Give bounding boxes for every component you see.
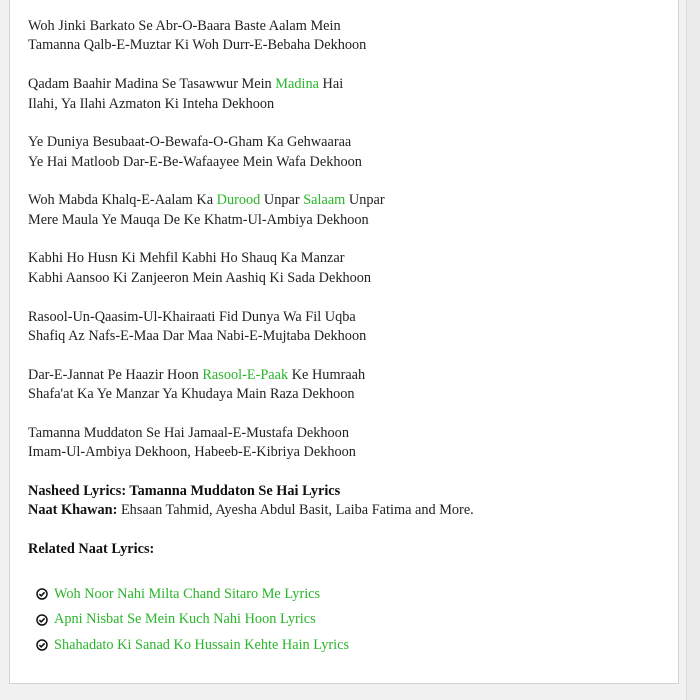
list-item (36, 633, 668, 659)
nasheed-lyrics-label: Nasheed Lyrics: Tamanna Muddaton Se Hai Lyrics (28, 482, 341, 499)
lyrics-text: Unpar (260, 192, 304, 209)
lyrics-stanza (28, 366, 668, 405)
lyrics-line (28, 17, 668, 36)
lyrics-text: Kabhi Ho Husn Ki Mehfil Kabhi Ho Shauq Ka Manzar (28, 250, 345, 267)
lyrics-text: Ilahi, Ya Ilahi Azmaton Ki Inteha Dekhoon (28, 95, 275, 112)
lyrics-line (28, 327, 668, 346)
nasheed-lyrics-line (28, 482, 668, 501)
lyrics-meta (28, 482, 668, 521)
highlighted-term-link[interactable]: Rasool-E-Paak (202, 366, 289, 383)
lyrics-stanza (28, 191, 668, 230)
lyrics-text: Woh Jinki Barkato Se Abr-O-Baara Baste Aalam Mein (28, 18, 341, 34)
article-content (9, 0, 679, 684)
check-circle-icon (36, 588, 48, 600)
related-naat-link[interactable]: Apni Nisbat Se Mein Kuch Nahi Hoon Lyrics (54, 611, 316, 628)
lyrics-text: Ke Humraah (288, 366, 366, 383)
lyrics-text: Hai (318, 76, 344, 93)
lyrics-line (28, 211, 668, 230)
list-item (36, 607, 668, 633)
highlighted-term-link[interactable]: Madina (275, 76, 319, 93)
related-naat-link[interactable]: Woh Noor Nahi Milta Chand Sitaro Me Lyrics (54, 585, 321, 602)
lyrics-text: Ye Duniya Besubaat-O-Bewafa-O-Gham Ka Gehwaaraa (28, 134, 352, 151)
lyrics-line (28, 191, 668, 210)
lyrics-text: Tamanna Qalb-E-Muztar Ki Woh Durr-E-Bebaha Dekhoon (28, 37, 367, 54)
lyrics-stanza (28, 249, 668, 288)
lyrics-line (28, 269, 668, 288)
lyrics-line (28, 385, 668, 404)
lyrics-line (28, 95, 668, 114)
related-naat-list (36, 582, 668, 659)
highlighted-term-link[interactable]: Durood (216, 192, 261, 209)
lyrics-line (28, 443, 668, 462)
list-item (36, 582, 668, 608)
lyrics-line (28, 133, 668, 152)
lyrics-text: Dar-E-Jannat Pe Haazir Hoon (28, 366, 203, 383)
check-circle-icon (36, 639, 48, 651)
lyrics-line (28, 36, 668, 55)
lyrics-stanza (28, 424, 668, 463)
lyrics-text: Rasool-Un-Qaasim-Ul-Khairaati Fid Dunya Wa Fil Uqba (28, 308, 356, 325)
lyrics-line (28, 153, 668, 172)
related-naat-heading: Related Naat Lyrics: (28, 541, 155, 558)
lyrics-text: Shafiq Az Nafs-E-Maa Dar Maa Nabi-E-Mujtaba Dekhoon (28, 327, 367, 344)
lyrics-text: Woh Mabda Khalq-E-Aalam Ka (28, 192, 217, 209)
lyrics-stanza (28, 17, 668, 56)
lyrics-text: Shafa'at Ka Ye Manzar Ya Khudaya Main Raza Dekhoon (28, 386, 355, 403)
lyrics-line (28, 308, 668, 327)
naat-khawan-value: Ehsaan Tahmid, Ayesha Abdul Basit, Laiba Fatima and More. (117, 502, 474, 519)
lyrics-stanzas (28, 17, 668, 463)
related-naat-link[interactable]: Shahadato Ki Sanad Ko Hussain Kehte Hain Lyrics (54, 636, 350, 653)
highlighted-term-link[interactable]: Salaam (303, 192, 346, 209)
lyrics-text: Kabhi Aansoo Ki Zanjeeron Mein Aashiq Ki Sada Dekhoon (28, 269, 372, 286)
check-circle-icon (36, 614, 48, 626)
lyrics-line (28, 424, 668, 443)
lyrics-text: Qadam Baahir Madina Se Tasawwur Mein (28, 76, 276, 93)
lyrics-text: Unpar (345, 192, 385, 209)
lyrics-stanza (28, 308, 668, 347)
lyrics-stanza (28, 75, 668, 114)
lyrics-body (28, 17, 668, 658)
naat-khawan-line (28, 501, 668, 520)
lyrics-text: Ye Hai Matloob Dar-E-Be-Wafaayee Mein Wafa Dekhoon (28, 153, 362, 170)
lyrics-text: Mere Maula Ye Mauqa De Ke Khatm-Ul-Ambiya Dekhoon (28, 211, 369, 228)
lyrics-line (28, 249, 668, 268)
lyrics-text: Imam-Ul-Ambiya Dekhoon, Habeeb-E-Kibriya Dekhoon (28, 444, 356, 461)
lyrics-line (28, 75, 668, 94)
lyrics-text: Tamanna Muddaton Se Hai Jamaal-E-Mustafa Dekhoon (28, 424, 349, 441)
lyrics-stanza (28, 133, 668, 172)
naat-khawan-label: Naat Khawan: (28, 502, 118, 519)
lyrics-line (28, 366, 668, 385)
page-footer-strip (0, 686, 686, 700)
scrollbar[interactable] (686, 0, 700, 700)
